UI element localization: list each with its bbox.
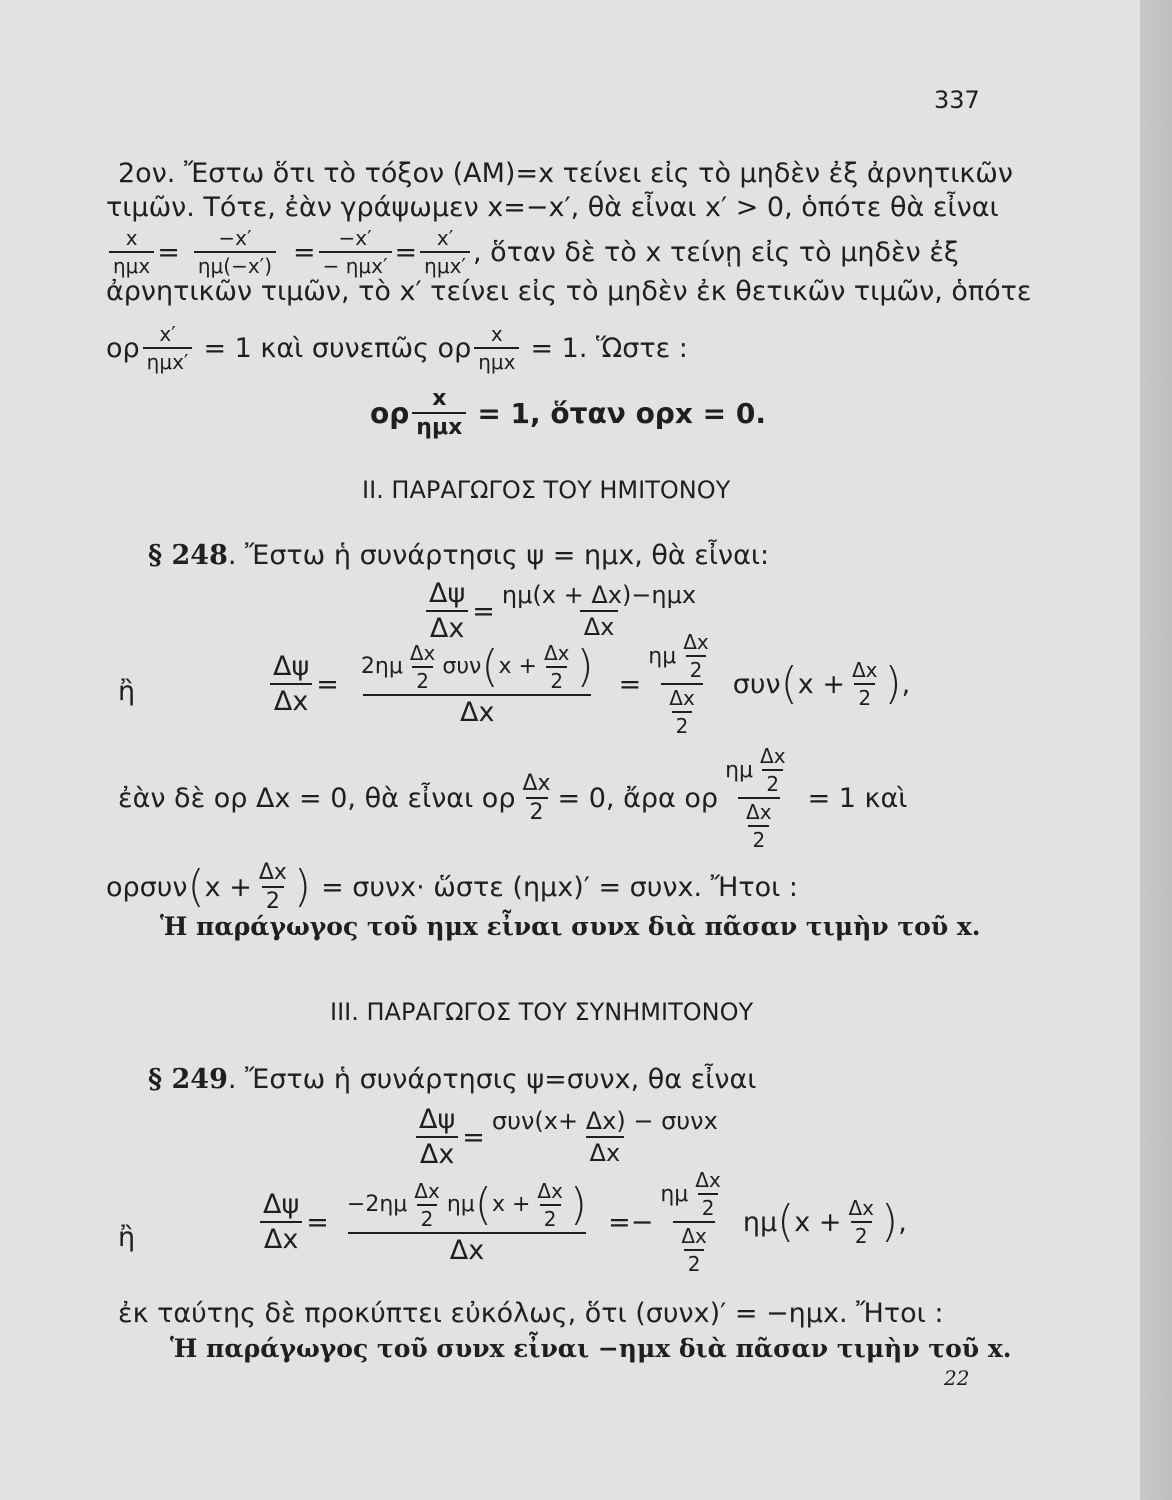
fraction-cos-expansion: −2ημ $\frac{\Delta x}{2}$ ημ ( x + $\frac{\Delta x}{2}$ ) Δx bbox=[346, 1178, 588, 1266]
fraction-dy-dx-3: $\frac{\Delta\psi}{\Delta x}$ bbox=[415, 1104, 459, 1170]
section-2-eq-2: $\frac{\Delta\psi}{\Delta x}$ = 2ημ $\frac{\Delta x}{2}$ συν ( x + $\frac{\Delta x}{2}$ ) Δx = ημ $\frac{\Delta x}{2}$ $\frac{\Delta x}{2}$ συν ( x + $\frac{\Delta x}{2}$ ) , bbox=[266, 630, 910, 738]
limit-result: ορ $\frac{x}{\text{ημx}}$ = 1, ὅταν ορx = 0. bbox=[370, 386, 766, 440]
section-3-paragraph: § 249. Ἔστω ἡ συνάρτησις ψ=συνx, θα εἶναι bbox=[148, 1064, 757, 1095]
section-3-result-line: ἐκ ταύτης δὲ προκύπτει εὐκόλως, ὅτι (συνx)′ = −ημx. Ἤτοι : bbox=[118, 1298, 944, 1329]
section-3-eq-1: $\frac{\Delta\psi}{\Delta x}$ = $\frac{\text{συν(x+ Δx) − συνx}}{\Delta x}$ bbox=[412, 1104, 725, 1170]
fraction-difference-quotient-sin: $\frac{\text{ημ(x + Δx)−ημx}}{\Delta x}$ bbox=[501, 581, 697, 641]
section-2-eq-1: $\frac{\Delta\psi}{\Delta x}$ = $\frac{\text{ημ(x + Δx)−ημx}}{\Delta x}$ bbox=[422, 578, 703, 644]
section-2-limit-line: ἐὰν δὲ ορ Δx = 0, θὰ εἶναι ορ $\frac{\Delta x}{2}$ = 0, ἄρα ορ ημ $\frac{\Delta x}{2}$ $\frac{\Delta x}{2}$ = 1 καὶ bbox=[118, 744, 908, 852]
intro-line-2: τιμῶν. Τότε, ἐὰν γράψωμεν x=−x′, θὰ εἶναι x′ > 0, ὁπότε θὰ εἶναι bbox=[106, 192, 999, 223]
section-2-orsyn-line: ορσυν ( x + $\frac{\Delta x}{2}$ ) = συνx· ὥστε (ημx)′ = συνx. Ἤτοι : bbox=[106, 860, 798, 914]
fraction-negxp-over-neg-hmxp: $\frac{-x'}{\text{− ημx′}}$ bbox=[319, 226, 392, 278]
fraction-dy-dx-4: $\frac{\Delta\psi}{\Delta x}$ bbox=[259, 1189, 303, 1255]
fraction-dy-dx: $\frac{\Delta\psi}{\Delta x}$ bbox=[425, 578, 469, 644]
paragraph-number-249: § 249 bbox=[148, 1064, 228, 1095]
fraction-sin-half-over-half-2: ημ $\frac{\Delta x}{2}$ $\frac{\Delta x}{2}$ bbox=[725, 744, 786, 852]
section-2-paragraph: § 248. Ἔστω ἡ συνάρτησις ψ = ημx, θὰ εἶναι: bbox=[148, 540, 770, 571]
fraction-dy-dx-2: $\frac{\Delta\psi}{\Delta x}$ bbox=[269, 651, 313, 717]
page-number: 337 bbox=[934, 86, 980, 114]
fraction-x-over-hmx-bold: $\frac{x}{\text{ημx}}$ bbox=[412, 386, 466, 440]
fraction-difference-quotient-cos: $\frac{\text{συν(x+ Δx) − συνx}}{\Delta x}$ bbox=[491, 1107, 718, 1167]
fraction-negxp-over-hm-negxp: $\frac{-x'}{\eta\mu(-x')}$ bbox=[194, 226, 276, 278]
intro-line-5: ορ $\frac{x'}{\text{ημx′}}$ = 1 καὶ συνεπῶς ορ $\frac{x}{\text{ημx}}$ = 1. Ὥστε : bbox=[106, 322, 688, 374]
intro-line-3: $\frac{x}{\text{ημx}}$ = $\frac{-x'}{\eta\mu(-x')}$ = $\frac{-x'}{\text{− ημx′}}$ = $\frac{x'}{\text{ημx′}}$ , ὅταν δὲ τὸ x τείνῃ εἰς τὸ μηδὲν ἐξ bbox=[106, 226, 959, 278]
intro-line-4: ἀρνητικῶν τιμῶν, τὸ x′ τείνει εἰς τὸ μηδὲν ἐκ θετικῶν τιμῶν, ὁπότε bbox=[106, 276, 1032, 307]
intro-line-3-tail: , ὅταν δὲ τὸ x τείνῃ εἰς τὸ μηδὲν ἐξ bbox=[472, 236, 959, 268]
fraction-dx-over-2: $\frac{\Delta x}{2}$ bbox=[522, 771, 551, 825]
fraction-x-over-hmx: $\frac{x}{\text{ημx}}$ bbox=[109, 226, 154, 278]
fraction-sin-half-over-half-3: ημ $\frac{\Delta x}{2}$ $\frac{\Delta x}{2}$ bbox=[660, 1168, 721, 1276]
fraction-sin-expansion: 2ημ $\frac{\Delta x}{2}$ συν ( x + $\frac{\Delta x}{2}$ ) Δx bbox=[360, 640, 594, 728]
fraction-sin-half-over-half: ημ $\frac{\Delta x}{2}$ $\frac{\Delta x}{2}$ bbox=[648, 630, 709, 738]
fraction-x-over-hmx-2: $\frac{x}{\text{ημx}}$ bbox=[474, 322, 519, 374]
section-3-eq-2: $\frac{\Delta\psi}{\Delta x}$ = −2ημ $\frac{\Delta x}{2}$ ημ ( x + $\frac{\Delta x}{2}$ ) Δx = − ημ $\frac{\Delta x}{2}$ $\frac{\Delta x}{2}$ ημ ( x + $\frac{\Delta x}{2}$ ) , bbox=[256, 1168, 907, 1276]
section-3-or-label: ἢ bbox=[118, 1222, 136, 1253]
intro-line-1: 2ον. Ἔστω ὅτι τὸ τόξον (ΑΜ)=x τείνει εἰς τὸ μηδὲν ἐξ ἀρνητικῶν bbox=[118, 158, 1013, 189]
footer-signature-mark: 22 bbox=[944, 1366, 970, 1390]
page-edge bbox=[1140, 0, 1172, 1500]
fraction-xp-over-hmxp: $\frac{x'}{\text{ημx′}}$ bbox=[420, 226, 470, 278]
section-2-heading: II. ΠΑΡΑΓΩΓΟΣ ΤΟΥ ΗΜΙΤΟΝΟΥ bbox=[362, 476, 731, 504]
section-3-heading: III. ΠΑΡΑΓΩΓΟΣ ΤΟΥ ΣΥΝΗΜΙΤΟΝΟΥ bbox=[330, 998, 754, 1026]
fraction-xp-over-hmxp-2: $\frac{x'}{\text{ημx′}}$ bbox=[143, 322, 193, 374]
section-2-conclusion: Ἡ παράγωγος τοῦ ημx εἶναι συνx διὰ πᾶσαν τιμὴν τοῦ x. bbox=[160, 912, 981, 941]
paragraph-number-248: § 248 bbox=[148, 540, 228, 571]
section-2-or-label: ἢ bbox=[118, 676, 136, 707]
section-3-conclusion: Ἡ παράγωγος τοῦ συνx εἶναι −ημx διὰ πᾶσαν τιμὴν τοῦ x. bbox=[170, 1334, 1012, 1363]
